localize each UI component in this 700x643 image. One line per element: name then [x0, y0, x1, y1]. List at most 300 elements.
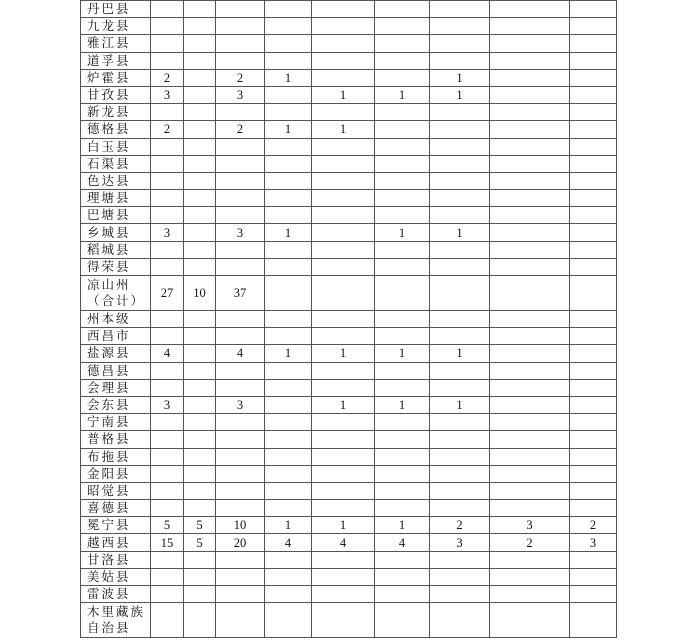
table-cell	[490, 603, 570, 638]
table-cell	[265, 465, 312, 482]
table-cell	[490, 362, 570, 379]
table-cell	[490, 224, 570, 241]
table-cell	[312, 414, 375, 431]
table-cell	[216, 1, 265, 18]
table-body	[81, 1, 617, 638]
table-cell: 27	[151, 276, 184, 311]
county-name: 会理县	[81, 379, 151, 396]
table-cell: 10	[216, 517, 265, 534]
table-cell: 4	[375, 534, 430, 551]
table-cell	[216, 241, 265, 258]
table-cell	[184, 396, 216, 413]
table-cell	[570, 362, 617, 379]
table-cell	[490, 241, 570, 258]
table-cell	[430, 379, 490, 396]
table-cell	[430, 311, 490, 328]
table-row	[81, 224, 617, 241]
table-row	[81, 241, 617, 258]
table-cell	[570, 311, 617, 328]
table-cell	[216, 431, 265, 448]
county-name: 炉霍县	[81, 69, 151, 86]
county-name: 木里藏族 自治县	[81, 603, 151, 638]
table-cell	[570, 52, 617, 69]
table-cell	[265, 551, 312, 568]
table-row	[81, 534, 617, 551]
table-cell	[430, 241, 490, 258]
table-cell: 2	[216, 121, 265, 138]
table-row	[81, 396, 617, 413]
table-row	[81, 276, 617, 311]
table-cell	[151, 18, 184, 35]
table-cell	[490, 258, 570, 275]
table-cell: 1	[312, 396, 375, 413]
table-cell: 2	[570, 517, 617, 534]
statistics-table	[80, 0, 617, 638]
table-cell	[151, 172, 184, 189]
table-cell: 1	[312, 345, 375, 362]
table-cell	[265, 276, 312, 311]
table-row	[81, 104, 617, 121]
table-cell	[312, 155, 375, 172]
table-cell	[375, 138, 430, 155]
table-cell	[430, 465, 490, 482]
table-cell	[490, 586, 570, 603]
table-cell	[184, 69, 216, 86]
table-cell: 1	[430, 345, 490, 362]
table-cell	[312, 35, 375, 52]
table-row	[81, 86, 617, 103]
table-cell	[184, 465, 216, 482]
county-name: 九龙县	[81, 18, 151, 35]
table-cell	[312, 568, 375, 585]
table-cell	[312, 1, 375, 18]
county-name: 雷波县	[81, 586, 151, 603]
table-cell: 37	[216, 276, 265, 311]
table-cell: 3	[151, 224, 184, 241]
table-cell	[375, 362, 430, 379]
table-cell	[375, 482, 430, 499]
table-cell	[265, 258, 312, 275]
county-name: 色达县	[81, 172, 151, 189]
table-cell	[216, 18, 265, 35]
table-cell	[216, 603, 265, 638]
table-cell	[312, 465, 375, 482]
county-name: 德格县	[81, 121, 151, 138]
table-cell	[151, 241, 184, 258]
table-row	[81, 586, 617, 603]
table-cell	[430, 551, 490, 568]
table-cell	[265, 52, 312, 69]
table-cell	[312, 448, 375, 465]
table-cell: 1	[430, 69, 490, 86]
table-cell	[265, 18, 312, 35]
county-name: 普格县	[81, 431, 151, 448]
table-cell: 10	[184, 276, 216, 311]
table-cell: 3	[490, 517, 570, 534]
table-cell	[490, 396, 570, 413]
table-cell	[216, 35, 265, 52]
table-cell: 1	[312, 86, 375, 103]
table-cell	[375, 465, 430, 482]
table-row	[81, 500, 617, 517]
table-cell	[430, 328, 490, 345]
table-cell	[570, 258, 617, 275]
table-cell	[430, 190, 490, 207]
table-cell	[216, 328, 265, 345]
table-cell	[430, 258, 490, 275]
table-cell: 5	[184, 517, 216, 534]
table-cell	[570, 241, 617, 258]
county-name: 得荣县	[81, 258, 151, 275]
table-cell	[184, 431, 216, 448]
table-cell	[430, 1, 490, 18]
table-cell	[430, 276, 490, 311]
table-cell	[312, 190, 375, 207]
table-row	[81, 18, 617, 35]
table-cell	[312, 276, 375, 311]
table-row	[81, 482, 617, 499]
table-cell	[151, 482, 184, 499]
table-row	[81, 190, 617, 207]
table-cell	[375, 276, 430, 311]
table-cell	[265, 362, 312, 379]
table-cell	[490, 52, 570, 69]
table-cell	[312, 362, 375, 379]
table-cell	[570, 35, 617, 52]
table-cell	[265, 138, 312, 155]
table-cell	[151, 551, 184, 568]
table-cell	[570, 276, 617, 311]
county-name: 昭觉县	[81, 482, 151, 499]
table-cell	[151, 328, 184, 345]
table-cell	[375, 328, 430, 345]
table-cell	[312, 500, 375, 517]
table-cell	[184, 586, 216, 603]
table-cell	[151, 362, 184, 379]
table-cell: 1	[375, 224, 430, 241]
table-cell: 20	[216, 534, 265, 551]
table-cell	[375, 311, 430, 328]
table-cell	[430, 35, 490, 52]
table-cell: 2	[490, 534, 570, 551]
table-row	[81, 379, 617, 396]
table-cell	[490, 276, 570, 311]
table-cell	[265, 104, 312, 121]
table-row	[81, 517, 617, 534]
table-row	[81, 568, 617, 585]
table-cell	[216, 448, 265, 465]
table-cell	[184, 224, 216, 241]
table-cell	[490, 500, 570, 517]
county-name: 道孚县	[81, 52, 151, 69]
table-cell	[151, 500, 184, 517]
table-row	[81, 328, 617, 345]
table-cell	[375, 414, 430, 431]
table-cell	[184, 362, 216, 379]
table-cell	[265, 155, 312, 172]
county-name: 美姑县	[81, 568, 151, 585]
table-cell	[184, 207, 216, 224]
table-cell	[490, 414, 570, 431]
county-name: 盐源县	[81, 345, 151, 362]
table-cell	[375, 190, 430, 207]
table-cell: 3	[216, 86, 265, 103]
table-cell	[430, 586, 490, 603]
table-cell	[151, 431, 184, 448]
table-cell	[312, 224, 375, 241]
table-cell	[184, 482, 216, 499]
table-cell	[375, 207, 430, 224]
table-cell	[490, 155, 570, 172]
table-cell	[490, 1, 570, 18]
table-cell: 1	[375, 86, 430, 103]
table-row	[81, 551, 617, 568]
table-cell	[265, 190, 312, 207]
table-cell	[490, 35, 570, 52]
table-cell	[312, 258, 375, 275]
table-cell	[265, 1, 312, 18]
table-cell	[570, 224, 617, 241]
table-cell	[430, 414, 490, 431]
table-row	[81, 172, 617, 189]
table-cell	[490, 207, 570, 224]
table-cell	[375, 35, 430, 52]
table-cell	[430, 121, 490, 138]
table-cell	[151, 190, 184, 207]
table-cell	[570, 568, 617, 585]
table-cell	[216, 586, 265, 603]
table-cell	[151, 52, 184, 69]
table-cell	[570, 379, 617, 396]
table-cell	[375, 104, 430, 121]
table-cell	[216, 551, 265, 568]
county-name: 布拖县	[81, 448, 151, 465]
table-cell	[312, 311, 375, 328]
table-cell	[151, 379, 184, 396]
table-row	[81, 35, 617, 52]
table-cell	[265, 311, 312, 328]
table-cell	[570, 69, 617, 86]
table-cell	[151, 448, 184, 465]
table-row	[81, 448, 617, 465]
table-cell: 4	[265, 534, 312, 551]
table-cell	[184, 258, 216, 275]
table-cell: 2	[430, 517, 490, 534]
table-cell	[490, 551, 570, 568]
county-name: 理塘县	[81, 190, 151, 207]
table-cell	[312, 603, 375, 638]
table-cell	[375, 258, 430, 275]
table-cell	[216, 362, 265, 379]
table-cell	[216, 568, 265, 585]
table-cell	[430, 603, 490, 638]
table-cell	[151, 586, 184, 603]
table-cell: 3	[151, 86, 184, 103]
table-cell	[490, 448, 570, 465]
table-cell	[216, 500, 265, 517]
table-cell	[216, 258, 265, 275]
table-cell	[312, 551, 375, 568]
table-cell	[216, 104, 265, 121]
table-row	[81, 431, 617, 448]
table-cell	[375, 379, 430, 396]
table-row	[81, 311, 617, 328]
table-cell: 1	[265, 345, 312, 362]
table-cell	[375, 586, 430, 603]
table-cell	[570, 586, 617, 603]
table-cell	[430, 568, 490, 585]
table-row	[81, 345, 617, 362]
county-name: 稻城县	[81, 241, 151, 258]
table-cell: 2	[151, 121, 184, 138]
table-cell	[151, 138, 184, 155]
table-cell	[184, 52, 216, 69]
county-name: 越西县	[81, 534, 151, 551]
table-cell	[265, 379, 312, 396]
table-cell	[430, 482, 490, 499]
table-cell	[184, 241, 216, 258]
table-cell	[430, 138, 490, 155]
table-cell	[570, 465, 617, 482]
table-cell	[184, 568, 216, 585]
county-name: 金阳县	[81, 465, 151, 482]
table-cell	[570, 603, 617, 638]
table-cell: 1	[375, 517, 430, 534]
table-cell	[570, 172, 617, 189]
county-name: 宁南县	[81, 414, 151, 431]
table-cell	[184, 448, 216, 465]
table-cell	[184, 35, 216, 52]
table-cell	[375, 1, 430, 18]
table-cell	[151, 104, 184, 121]
table-cell	[265, 241, 312, 258]
table-row	[81, 52, 617, 69]
county-name: 凉山州 （合计）	[81, 276, 151, 311]
county-name: 甘孜县	[81, 86, 151, 103]
table-cell	[490, 379, 570, 396]
county-name: 新龙县	[81, 104, 151, 121]
table-cell	[151, 258, 184, 275]
table-cell	[184, 190, 216, 207]
table-cell	[490, 121, 570, 138]
table-cell	[430, 500, 490, 517]
table-cell	[216, 465, 265, 482]
table-cell	[265, 431, 312, 448]
table-cell	[184, 328, 216, 345]
table-cell	[184, 414, 216, 431]
county-name: 白玉县	[81, 138, 151, 155]
table-cell	[184, 500, 216, 517]
county-name: 乡城县	[81, 224, 151, 241]
table-cell	[151, 155, 184, 172]
table-cell	[265, 586, 312, 603]
table-cell	[430, 52, 490, 69]
table-cell	[490, 431, 570, 448]
table-cell	[375, 172, 430, 189]
table-cell: 1	[430, 224, 490, 241]
table-cell	[570, 138, 617, 155]
table-cell	[570, 500, 617, 517]
table-cell	[216, 52, 265, 69]
table-cell	[570, 328, 617, 345]
table-cell	[375, 568, 430, 585]
table-cell	[430, 18, 490, 35]
table-cell	[184, 1, 216, 18]
county-name: 德昌县	[81, 362, 151, 379]
table-cell	[570, 207, 617, 224]
table-cell	[490, 345, 570, 362]
table-cell: 1	[430, 396, 490, 413]
table-cell: 3	[570, 534, 617, 551]
table-cell	[375, 52, 430, 69]
table-cell	[570, 104, 617, 121]
table-cell	[490, 138, 570, 155]
table-cell: 4	[151, 345, 184, 362]
table-cell: 4	[216, 345, 265, 362]
table-cell	[375, 155, 430, 172]
table-cell	[430, 362, 490, 379]
table-cell	[151, 35, 184, 52]
table-cell	[490, 18, 570, 35]
table-cell	[490, 328, 570, 345]
table-cell: 1	[312, 121, 375, 138]
table-cell	[570, 190, 617, 207]
table-cell	[430, 448, 490, 465]
table-cell	[312, 586, 375, 603]
table-cell	[312, 431, 375, 448]
table-cell: 4	[312, 534, 375, 551]
table-cell	[312, 138, 375, 155]
table-cell: 1	[312, 517, 375, 534]
table-cell: 5	[184, 534, 216, 551]
table-cell: 3	[216, 224, 265, 241]
table-row	[81, 207, 617, 224]
table-cell	[490, 69, 570, 86]
table-cell: 2	[216, 69, 265, 86]
table-cell	[312, 379, 375, 396]
table-cell	[184, 603, 216, 638]
table-cell	[312, 172, 375, 189]
table-cell	[375, 603, 430, 638]
table-cell	[490, 104, 570, 121]
table-cell	[184, 172, 216, 189]
table-cell	[312, 104, 375, 121]
table-cell	[265, 414, 312, 431]
table-cell	[375, 431, 430, 448]
table-cell	[375, 241, 430, 258]
table-row	[81, 362, 617, 379]
table-cell	[570, 345, 617, 362]
county-name: 丹巴县	[81, 1, 151, 18]
table-cell	[151, 465, 184, 482]
table-row	[81, 414, 617, 431]
table-cell	[570, 396, 617, 413]
table-cell	[490, 86, 570, 103]
table-cell	[490, 172, 570, 189]
table-cell	[184, 138, 216, 155]
table-cell	[265, 328, 312, 345]
table-row	[81, 603, 617, 638]
table-cell	[216, 172, 265, 189]
table-cell	[265, 500, 312, 517]
table-cell: 1	[265, 121, 312, 138]
table-cell: 1	[265, 224, 312, 241]
table-cell	[430, 172, 490, 189]
table-cell	[265, 35, 312, 52]
table-cell	[184, 18, 216, 35]
table-cell	[570, 155, 617, 172]
table-row	[81, 138, 617, 155]
